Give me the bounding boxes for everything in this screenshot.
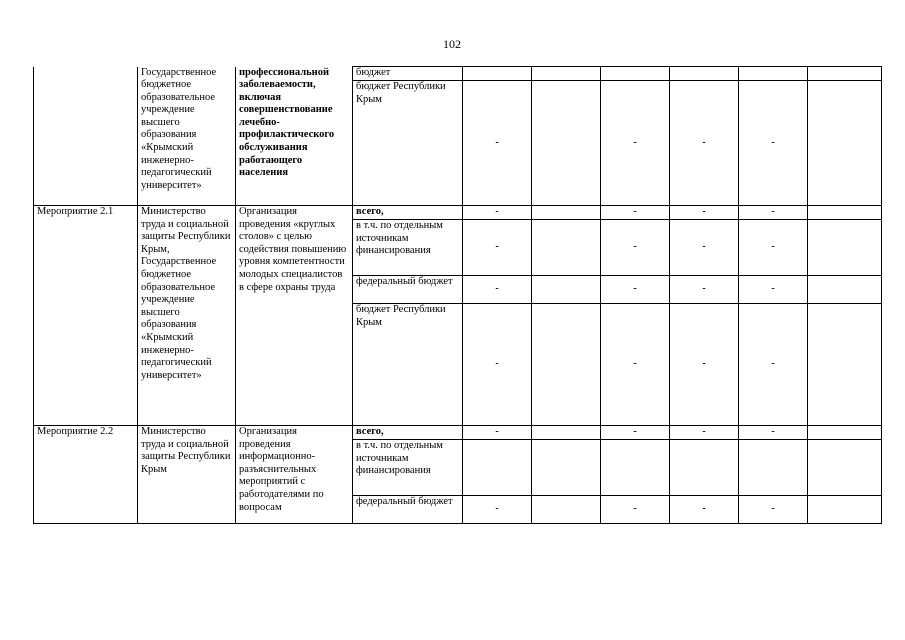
value-cell <box>670 67 739 81</box>
value-cell <box>808 81 882 206</box>
value-cell <box>808 67 882 81</box>
value-cell <box>532 440 601 496</box>
value-cell: - <box>670 426 739 440</box>
value-cell <box>532 426 601 440</box>
value-cell <box>532 220 601 276</box>
value-cell: - <box>463 426 532 440</box>
value-cell: - <box>601 81 670 206</box>
value-cell: - <box>670 206 739 220</box>
value-cell <box>739 67 808 81</box>
value-cell: - <box>670 304 739 426</box>
value-cell: - <box>739 220 808 276</box>
description-cell: Организация проведения «круглых столов» с целью содействия повышению уровня компетентности молодых специалистов в сфере охраны труда <box>236 206 353 426</box>
value-cell <box>601 440 670 496</box>
value-cell: - <box>670 81 739 206</box>
value-cell <box>532 496 601 524</box>
value-cell <box>808 276 882 304</box>
value-cell <box>463 67 532 81</box>
executor-cell: Министерство труда и социальной защиты Республики Крым, Государственное бюджетное образовательное учреждение высшего образования «Крымский инженерно-педагогический университет» <box>138 206 236 426</box>
value-cell: - <box>601 426 670 440</box>
value-cell: - <box>739 496 808 524</box>
value-cell: - <box>601 276 670 304</box>
value-cell <box>463 440 532 496</box>
value-cell <box>808 304 882 426</box>
table-row <box>34 67 882 81</box>
value-cell: - <box>739 304 808 426</box>
event-cell <box>34 67 138 206</box>
funding-source: федеральный бюджет <box>353 276 463 304</box>
value-cell: - <box>670 276 739 304</box>
funding-source: в т.ч. по отдельным источникам финансирования <box>353 440 463 496</box>
value-cell <box>808 206 882 220</box>
value-cell: - <box>463 496 532 524</box>
funding-source: бюджет <box>353 67 463 81</box>
value-cell <box>808 426 882 440</box>
value-cell <box>601 67 670 81</box>
funding-source: бюджет Республики Крым <box>353 81 463 206</box>
executor-cell: Министерство труда и социальной защиты Республики Крым <box>138 426 236 524</box>
value-cell: - <box>463 220 532 276</box>
event-cell: Мероприятие 2.1 <box>34 206 138 426</box>
value-cell <box>532 276 601 304</box>
funding-source: бюджет Республики Крым <box>353 304 463 426</box>
value-cell: - <box>739 426 808 440</box>
funding-source: всего, <box>353 206 463 220</box>
table-row <box>34 426 882 440</box>
funding-source: федеральный бюджет <box>353 496 463 524</box>
funding-source: всего, <box>353 426 463 440</box>
value-cell <box>532 67 601 81</box>
value-cell <box>532 206 601 220</box>
program-table <box>33 66 882 524</box>
value-cell: - <box>463 206 532 220</box>
description-cell: профессиональной заболеваемости, включая совершенствование лечебно-профилактического обслуживания работающего населения <box>236 67 353 206</box>
value-cell <box>532 304 601 426</box>
value-cell: - <box>670 220 739 276</box>
funding-source: в т.ч. по отдельным источникам финансирования <box>353 220 463 276</box>
value-cell: - <box>670 496 739 524</box>
value-cell <box>670 440 739 496</box>
executor-cell: Государственное бюджетное образовательное учреждение высшего образования «Крымский инженерно-педагогический университет» <box>138 67 236 206</box>
description-cell: Организация проведения информационно-разъяснительных мероприятий с работодателями по вопросам <box>236 426 353 524</box>
value-cell: - <box>739 276 808 304</box>
value-cell <box>532 81 601 206</box>
value-cell: - <box>739 81 808 206</box>
value-cell <box>808 440 882 496</box>
value-cell: - <box>463 304 532 426</box>
value-cell <box>739 440 808 496</box>
value-cell: - <box>601 304 670 426</box>
table-row <box>34 206 882 220</box>
value-cell: - <box>601 220 670 276</box>
page-number: 102 <box>443 37 461 51</box>
value-cell <box>808 220 882 276</box>
value-cell: - <box>601 206 670 220</box>
event-cell: Мероприятие 2.2 <box>34 426 138 524</box>
value-cell: - <box>739 206 808 220</box>
value-cell: - <box>463 81 532 206</box>
value-cell: - <box>463 276 532 304</box>
value-cell <box>808 496 882 524</box>
value-cell: - <box>601 496 670 524</box>
